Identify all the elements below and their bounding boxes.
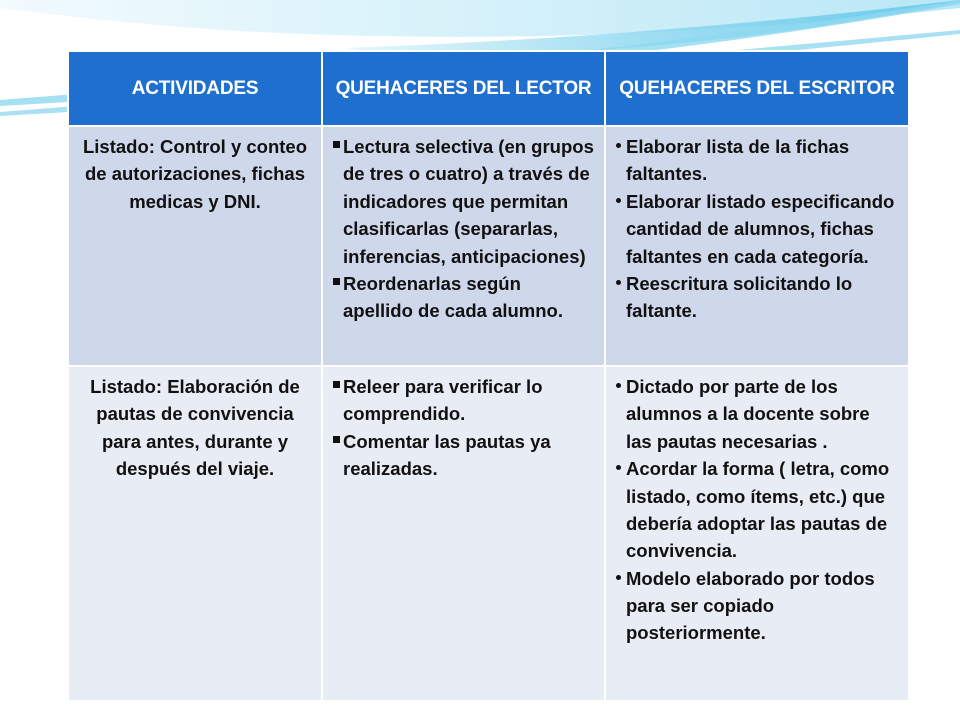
header-quehaceres-lector: QUEHACERES DEL LECTOR: [322, 51, 605, 126]
list-item: Lectura selectiva (en grupos de tres o cuatro) a través de indicadores que permitan clasificarlas (separarlas, inferencias, anticipaciones): [333, 133, 594, 270]
lector-list: [333, 133, 594, 325]
list-item: Elaborar lista de la fichas faltantes.: [616, 133, 898, 188]
header-quehaceres-escritor: QUEHACERES DEL ESCRITOR: [605, 51, 909, 126]
list-item: Acordar la forma ( letra, como listado, como ítems, etc.) que debería adoptar las pautas de convivencia.: [616, 455, 898, 565]
lector-list: [333, 373, 594, 483]
escritor-list: [616, 373, 898, 647]
list-item: Elaborar listado especificando cantidad de alumnos, fichas faltantes en cada categoría.: [616, 188, 898, 270]
table-header-row: [68, 51, 909, 126]
lector-cell: [322, 366, 605, 701]
list-item: Comentar las pautas ya realizadas.: [333, 428, 594, 483]
list-item: Reordenarlas según apellido de cada alumno.: [333, 270, 594, 325]
escritor-list: [616, 133, 898, 325]
lector-cell: [322, 126, 605, 366]
list-item: Releer para verificar lo comprendido.: [333, 373, 594, 428]
list-item: Modelo elaborado por todos para ser copiado posteriormente.: [616, 565, 898, 647]
list-item: Reescritura solicitando lo faltante.: [616, 270, 898, 325]
activities-table: [67, 50, 910, 702]
header-actividades: ACTIVIDADES: [68, 51, 322, 126]
activity-cell: Listado: Elaboración de pautas de convivencia para antes, durante y después del viaje.: [68, 366, 322, 701]
list-item: Dictado por parte de los alumnos a la docente sobre las pautas necesarias .: [616, 373, 898, 455]
escritor-cell: [605, 366, 909, 701]
activity-cell: Listado: Control y conteo de autorizaciones, fichas medicas y DNI.: [68, 126, 322, 366]
escritor-cell: [605, 126, 909, 366]
table-row: [68, 366, 909, 701]
table-row: [68, 126, 909, 366]
